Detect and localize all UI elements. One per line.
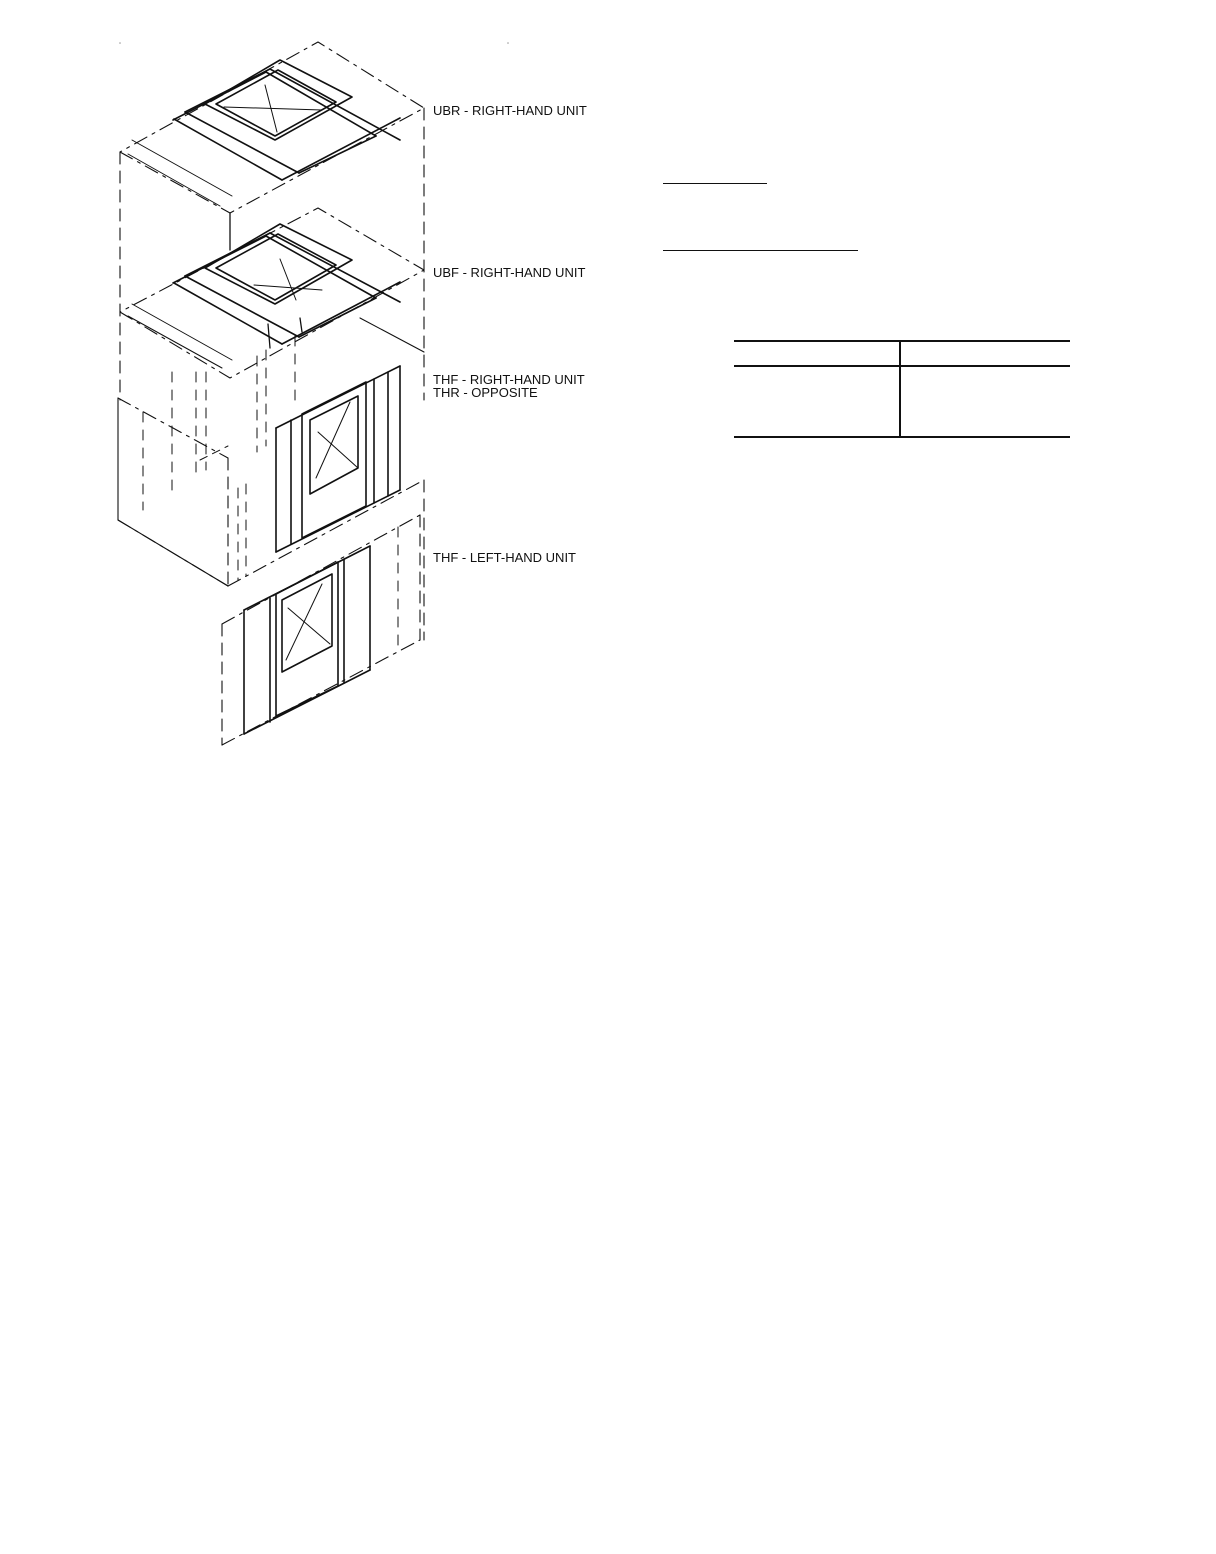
table-top-rule [734,340,1070,342]
table-header-rule [734,365,1070,367]
ubr-unit-outline [120,42,424,400]
label-thr: THR - OPPOSITE [433,385,538,400]
thf-right-unit-outline [118,336,424,640]
label-thf-left: THF - LEFT-HAND UNIT [433,550,576,565]
table-bottom-rule [734,436,1070,438]
blank-underline-1 [663,183,767,184]
label-ubf: UBF - RIGHT-HAND UNIT [433,265,586,280]
table-column-divider [899,340,901,438]
ubr-unit-panel [128,60,400,206]
thf-left-unit-panel [244,546,370,734]
ubf-unit-panel [128,224,400,368]
thf-left-unit-outline [222,515,420,745]
speck-mark [507,42,509,44]
blank-underline-2 [663,250,858,251]
label-thf-right: THF - RIGHT-HAND UNIT [433,372,585,387]
empty-table [734,340,1070,438]
label-ubr: UBR - RIGHT-HAND UNIT [433,103,587,118]
speck-mark [119,42,121,44]
